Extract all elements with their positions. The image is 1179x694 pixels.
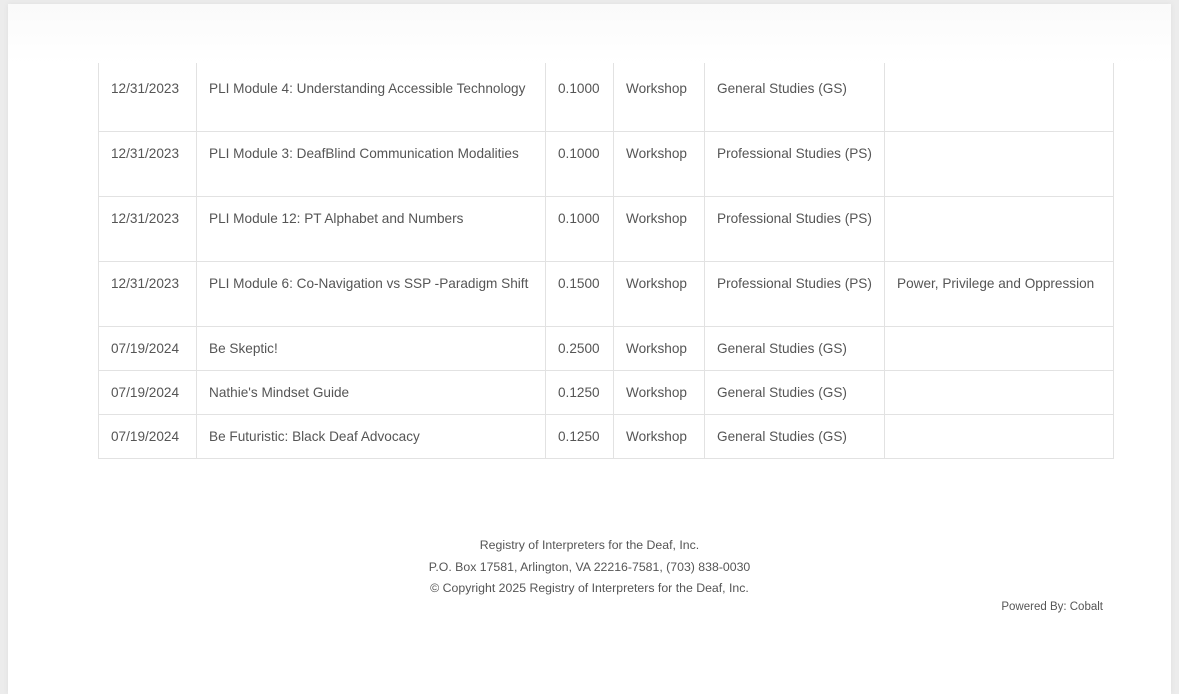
table-row — [99, 371, 1114, 415]
page-footer — [8, 535, 1171, 600]
title-cell: PLI Module 6: Co-Navigation vs SSP -Paradigm Shift — [197, 262, 546, 327]
ceu-table — [98, 63, 1114, 459]
category-cell: Professional Studies (PS) — [705, 197, 885, 262]
extra-cell — [885, 371, 1114, 415]
title-cell: PLI Module 4: Understanding Accessible Technology — [197, 63, 546, 132]
category-cell: Professional Studies (PS) — [705, 132, 885, 197]
footer-address: P.O. Box 17581, Arlington, VA 22216-7581, (703) 838-0030 — [428, 559, 751, 574]
table-row — [99, 197, 1114, 262]
ceu-cell: 0.1250 — [546, 371, 614, 415]
table-row — [99, 132, 1114, 197]
format-cell: Workshop — [614, 371, 705, 415]
title-cell: Be Futuristic: Black Deaf Advocacy — [197, 415, 546, 459]
date-cell: 12/31/2023 — [99, 197, 197, 262]
date-cell: 07/19/2024 — [99, 371, 197, 415]
title-cell: Nathie's Mindset Guide — [197, 371, 546, 415]
extra-cell: Power, Privilege and Oppression — [885, 262, 1114, 327]
table-row — [99, 262, 1114, 327]
extra-cell — [885, 415, 1114, 459]
date-cell: 12/31/2023 — [99, 63, 197, 132]
date-cell: 12/31/2023 — [99, 262, 197, 327]
page-container — [8, 4, 1171, 694]
ceu-cell: 0.1000 — [546, 132, 614, 197]
category-cell: Professional Studies (PS) — [705, 262, 885, 327]
table-row — [99, 327, 1114, 371]
table-row — [99, 63, 1114, 132]
extra-cell — [885, 197, 1114, 262]
format-cell: Workshop — [614, 132, 705, 197]
title-cell: PLI Module 3: DeafBlind Communication Modalities — [197, 132, 546, 197]
extra-cell — [885, 327, 1114, 371]
date-cell: 07/19/2024 — [99, 415, 197, 459]
format-cell: Workshop — [614, 63, 705, 132]
category-cell: General Studies (GS) — [705, 327, 885, 371]
title-cell: Be Skeptic! — [197, 327, 546, 371]
footer-org: Registry of Interpreters for the Deaf, Inc. — [479, 538, 700, 552]
ceu-cell: 0.1500 — [546, 262, 614, 327]
powered-by: Powered By: Cobalt — [1001, 601, 1103, 613]
extra-cell — [885, 132, 1114, 197]
top-fade — [8, 4, 1171, 64]
category-cell: General Studies (GS) — [705, 415, 885, 459]
title-cell: PLI Module 12: PT Alphabet and Numbers — [197, 197, 546, 262]
ceu-cell: 0.1000 — [546, 197, 614, 262]
ceu-cell: 0.2500 — [546, 327, 614, 371]
date-cell: 07/19/2024 — [99, 327, 197, 371]
format-cell: Workshop — [614, 327, 705, 371]
format-cell: Workshop — [614, 197, 705, 262]
category-cell: General Studies (GS) — [705, 63, 885, 132]
ceu-cell: 0.1250 — [546, 415, 614, 459]
category-cell: General Studies (GS) — [705, 371, 885, 415]
ceu-cell: 0.1000 — [546, 63, 614, 132]
table-row — [99, 415, 1114, 459]
extra-cell — [885, 63, 1114, 132]
format-cell: Workshop — [614, 262, 705, 327]
date-cell: 12/31/2023 — [99, 132, 197, 197]
footer-copyright: © Copyright 2025 Registry of Interpreters for the Deaf, Inc. — [430, 581, 749, 595]
format-cell: Workshop — [614, 415, 705, 459]
